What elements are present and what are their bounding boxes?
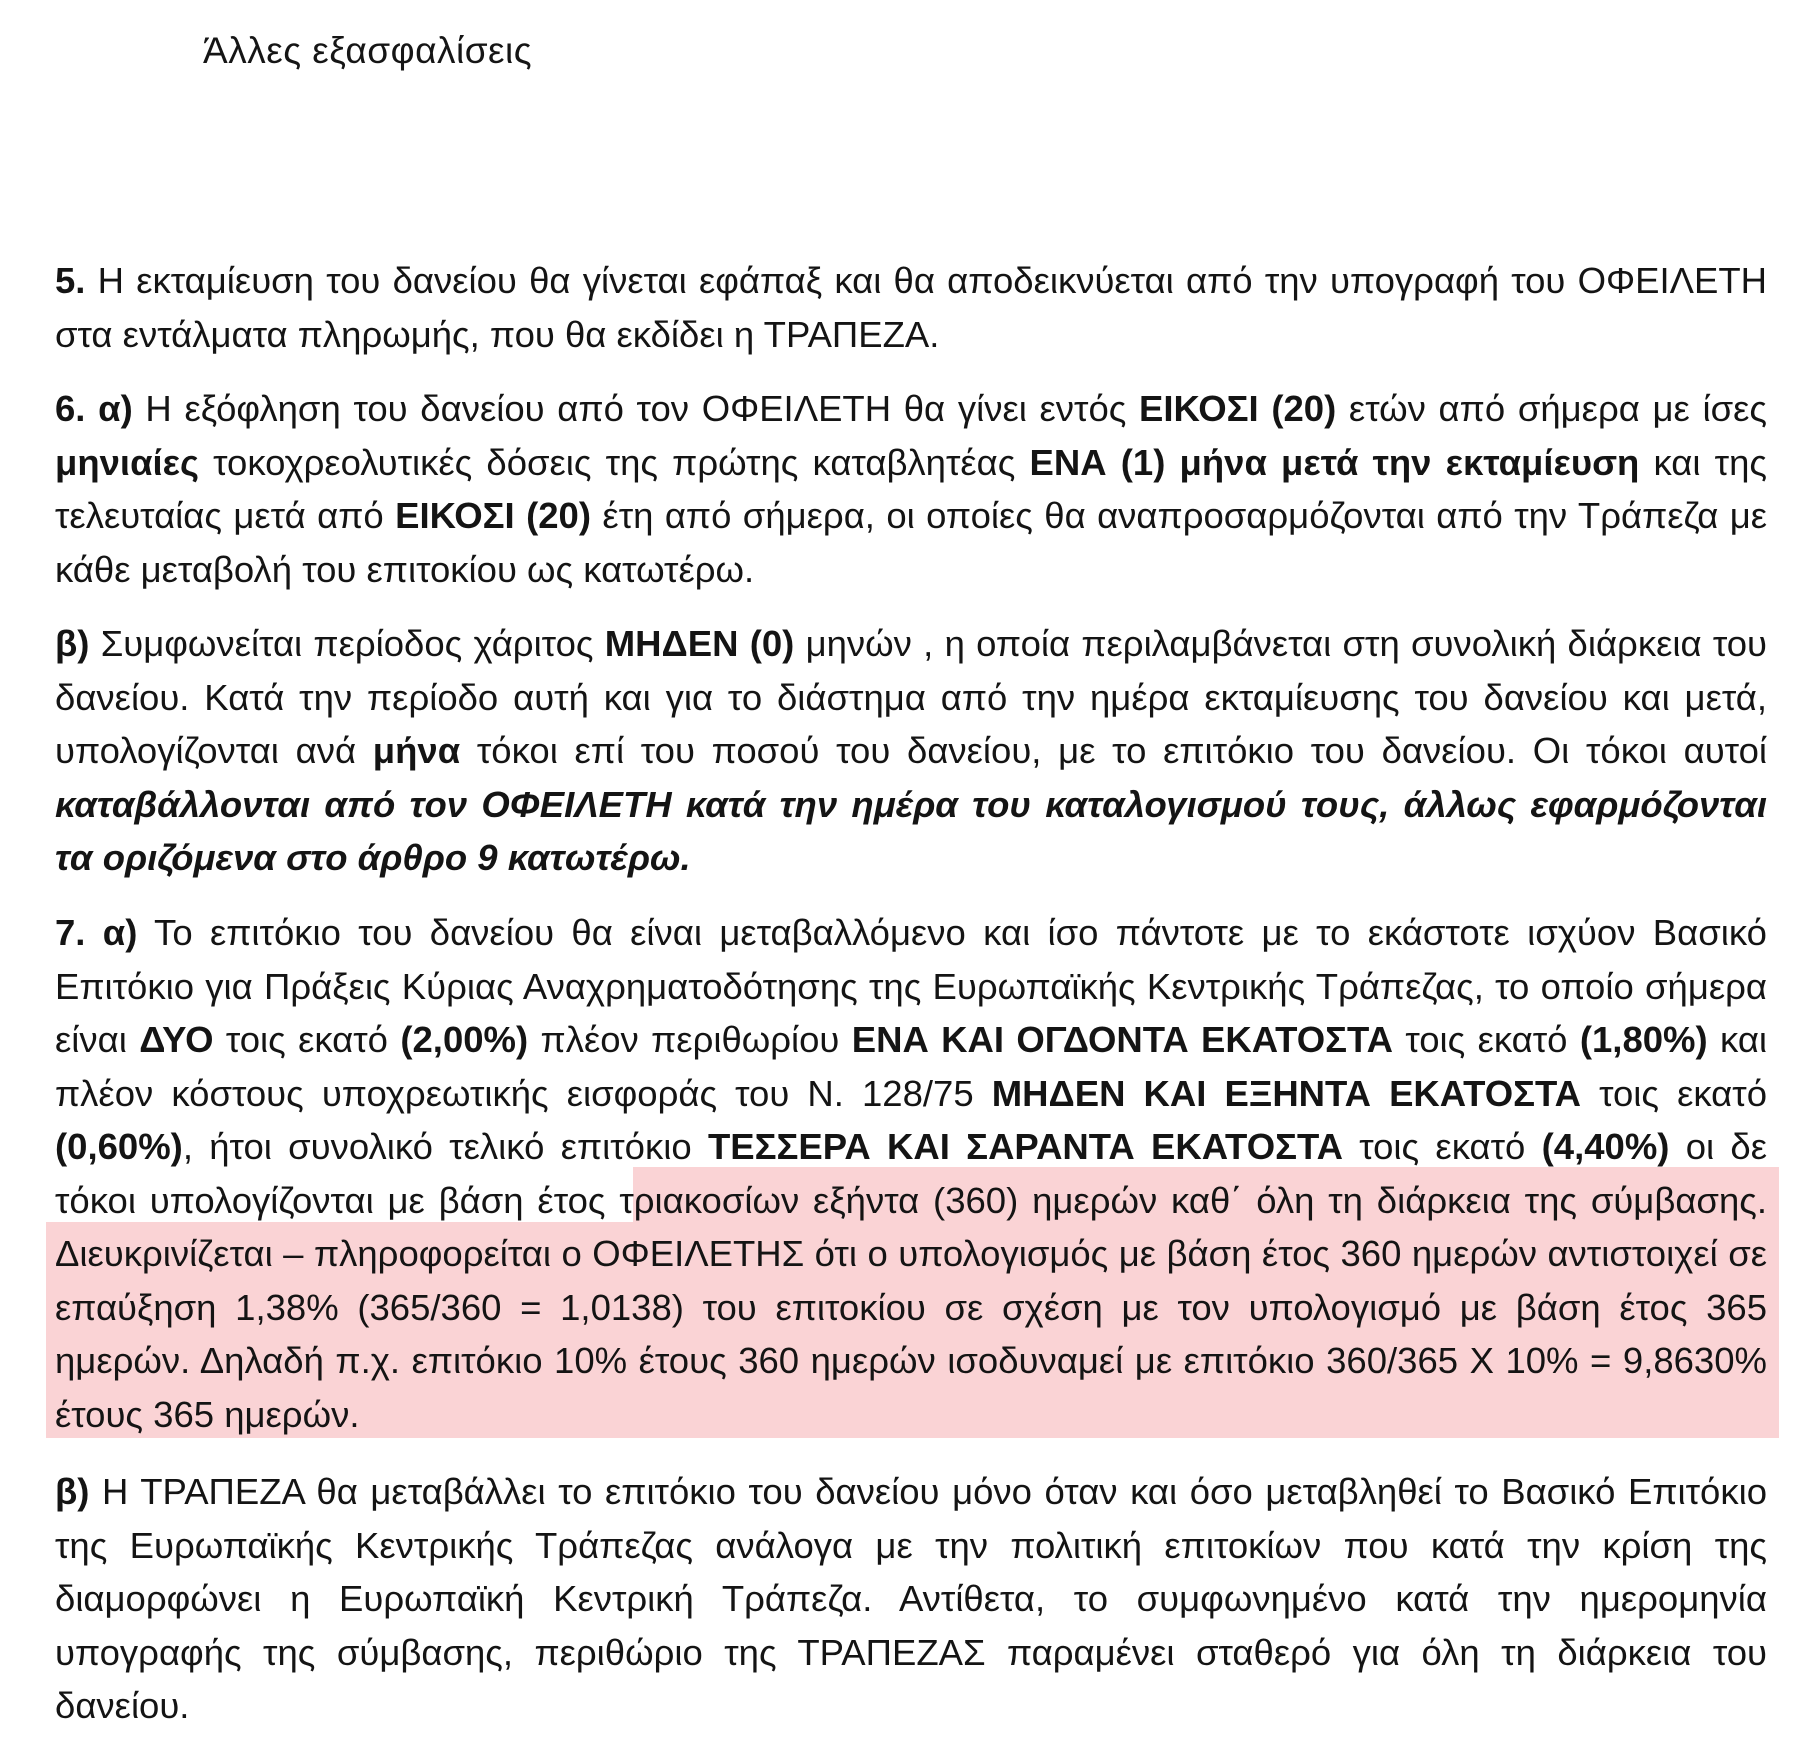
clause-number: 7. α) bbox=[55, 912, 138, 953]
clause-number: β) bbox=[55, 1471, 90, 1512]
bold-term: ΤΕΣΣΕΡΑ ΚΑΙ ΣΑΡΑΝΤΑ ΕΚΑΤΟΣΤΑ bbox=[707, 1126, 1343, 1167]
bold-term: (1,80%) bbox=[1579, 1019, 1708, 1060]
clause-text: Η εκταμίευση του δανείου θα γίνεται εφάπαξ και θα αποδεικνύεται από την υπογραφή του ΟΦΕΙΛΕΤΗ στα εντάλματα πληρωμής, που θα εκδίδει η ΤΡΑΠΕΖΑ. bbox=[55, 260, 1767, 355]
bold-term: ΔΥΟ bbox=[139, 1019, 214, 1060]
clause-text: Η εξόφληση του δανείου από τον ΟΦΕΙΛΕΤΗ θα γίνει εντός bbox=[132, 388, 1140, 429]
bold-italic-text: καταβάλλονται από τον ΟΦΕΙΛΕΤΗ κατά την ημέρα του καταλογισμού τους, άλλως εφαρμόζονται τα οριζόμενα στο άρθρο 9 κατωτέρω. bbox=[55, 783, 1767, 878]
clause-5 bbox=[55, 254, 1767, 361]
bold-term: ΜΗΔΕΝ (0) bbox=[604, 623, 795, 664]
clause-text: έτη από σήμερα, οι οποίες θα αναπροσαρμόζονται από την Τράπεζα με κάθε μεταβολή του επιτοκίου ως κατωτέρω. bbox=[55, 495, 1767, 590]
clause-text: και πλέον κόστους υποχρεωτικής εισφοράς του Ν. 128/75 bbox=[55, 1019, 1768, 1114]
clause-text: τοκοχρεολυτικές δόσεις της πρώτης καταβλητέας bbox=[198, 441, 1030, 483]
clause-text: τόκοι επί του ποσού του δανείου, με το επιτόκιο του δανείου. Οι τόκοι αυτοί bbox=[460, 730, 1767, 771]
clause-7b bbox=[55, 1465, 1767, 1733]
clause-text: τοις εκατό bbox=[1581, 1072, 1767, 1114]
clause-text: ετών από σήμερα με ίσες bbox=[1336, 388, 1767, 429]
clause-text: τοις εκατό bbox=[213, 1019, 401, 1060]
clause-number: 6. α) bbox=[55, 388, 133, 429]
clause-number: 5. bbox=[55, 260, 86, 301]
bold-term: ΜΗΔΕΝ ΚΑΙ ΕΞΗΝΤΑ ΕΚΑΤΟΣΤΑ bbox=[991, 1072, 1581, 1114]
bold-term: (2,00%) bbox=[400, 1019, 529, 1060]
bold-term: μηνιαίες bbox=[55, 441, 199, 483]
clause-text: μηνών , η οποία περιλαμβάνεται στη συνολική διάρκεια του δανείου. Κατά την περίοδο αυτή και για το διάστημα από την ημέρα εκταμίευσης του δανείου και μετά, υπολογίζονται ανά bbox=[55, 623, 1767, 771]
bold-term: ΕΙΚΟΣΙ (20) bbox=[1139, 388, 1337, 429]
clause-text: Το επιτόκιο του δανείου θα είναι μεταβαλλόμενο και ίσο πάντοτε με το εκάστοτε ισχύον Βασικό Επιτόκιο για Πράξεις Κύριας Αναχρηματοδότησης της Ευρωπαϊκής Κεντρικής Τράπεζας, το οποίο σήμερα είναι bbox=[55, 912, 1767, 1060]
clause-text: πλέον περιθωρίου bbox=[528, 1019, 852, 1060]
bold-term: ΕΙΚΟΣΙ (20) bbox=[395, 495, 592, 536]
clause-text: τοις εκατό bbox=[1342, 1126, 1542, 1167]
clause-text: , ήτοι συνολικό τελικό επιτόκιο bbox=[182, 1126, 708, 1167]
bold-term: (0,60%) bbox=[55, 1126, 183, 1167]
clause-number: β) bbox=[55, 623, 90, 664]
bold-term: ΕΝΑ ΚΑΙ ΟΓΔΟΝΤΑ ΕΚΑΤΟΣΤΑ bbox=[851, 1019, 1393, 1060]
bold-term: μήνα bbox=[372, 730, 461, 771]
clause-text: Συμφωνείται περίοδος χάριτος bbox=[89, 623, 605, 664]
clause-text: και της τελευταίας μετά από bbox=[55, 441, 1767, 536]
clause-7a bbox=[55, 906, 1767, 1441]
highlighted-text: οι δε τόκοι υπολογίζονται με βάση έτος τριακοσίων εξήντα (360) ημερών καθ΄ όλη τη διάρκεια της σύμβασης. Διευκρινίζεται – πληροφορείται ο ΟΦΕΙΛΕΤΗΣ ότι ο υπολογισμός με βάση έτος 360 ημερών αντιστοιχεί σε επαύξηση 1,38% (365/360 = 1,0138) του επιτοκίου σε σχέση με τον υπολογισμό με βάση έτος 365 ημερών. Δηλαδή π.χ. επιτόκιο 10% έτους 360 ημερών ισοδυναμεί με επιτόκιο 360/365 Χ 10% = 9,8630% έτους 365 ημερών. bbox=[55, 1126, 1768, 1435]
clause-text: τοις εκατό bbox=[1392, 1019, 1580, 1060]
section-heading: Άλλες εξασφαλίσεις bbox=[203, 30, 533, 71]
clause-text: Η ΤΡΑΠΕΖΑ θα μεταβάλλει το επιτόκιο του δανείου μόνο όταν και όσο μεταβληθεί το Βασικό Επιτόκιο της Ευρωπαϊκής Κεντρικής Τράπεζας ανάλογα με την πολιτική επιτοκίων που κατά την κρίση της διαμορφώνει η Ευρωπαϊκή Κεντρική Τράπεζα. Αντίθετα, το συμφωνημένο κατά την ημερομηνία υπογραφής της σύμβασης, περιθώριο της ΤΡΑΠΕΖΑΣ παραμένει σταθερό για όλη τη διάρκεια του δανείου. bbox=[55, 1471, 1767, 1726]
clause-6b bbox=[55, 617, 1767, 885]
bold-term: (4,40%) bbox=[1541, 1126, 1670, 1167]
bold-term: ΕΝΑ (1) μήνα μετά την εκταμίευση bbox=[1029, 441, 1640, 483]
clause-6a bbox=[55, 382, 1767, 596]
